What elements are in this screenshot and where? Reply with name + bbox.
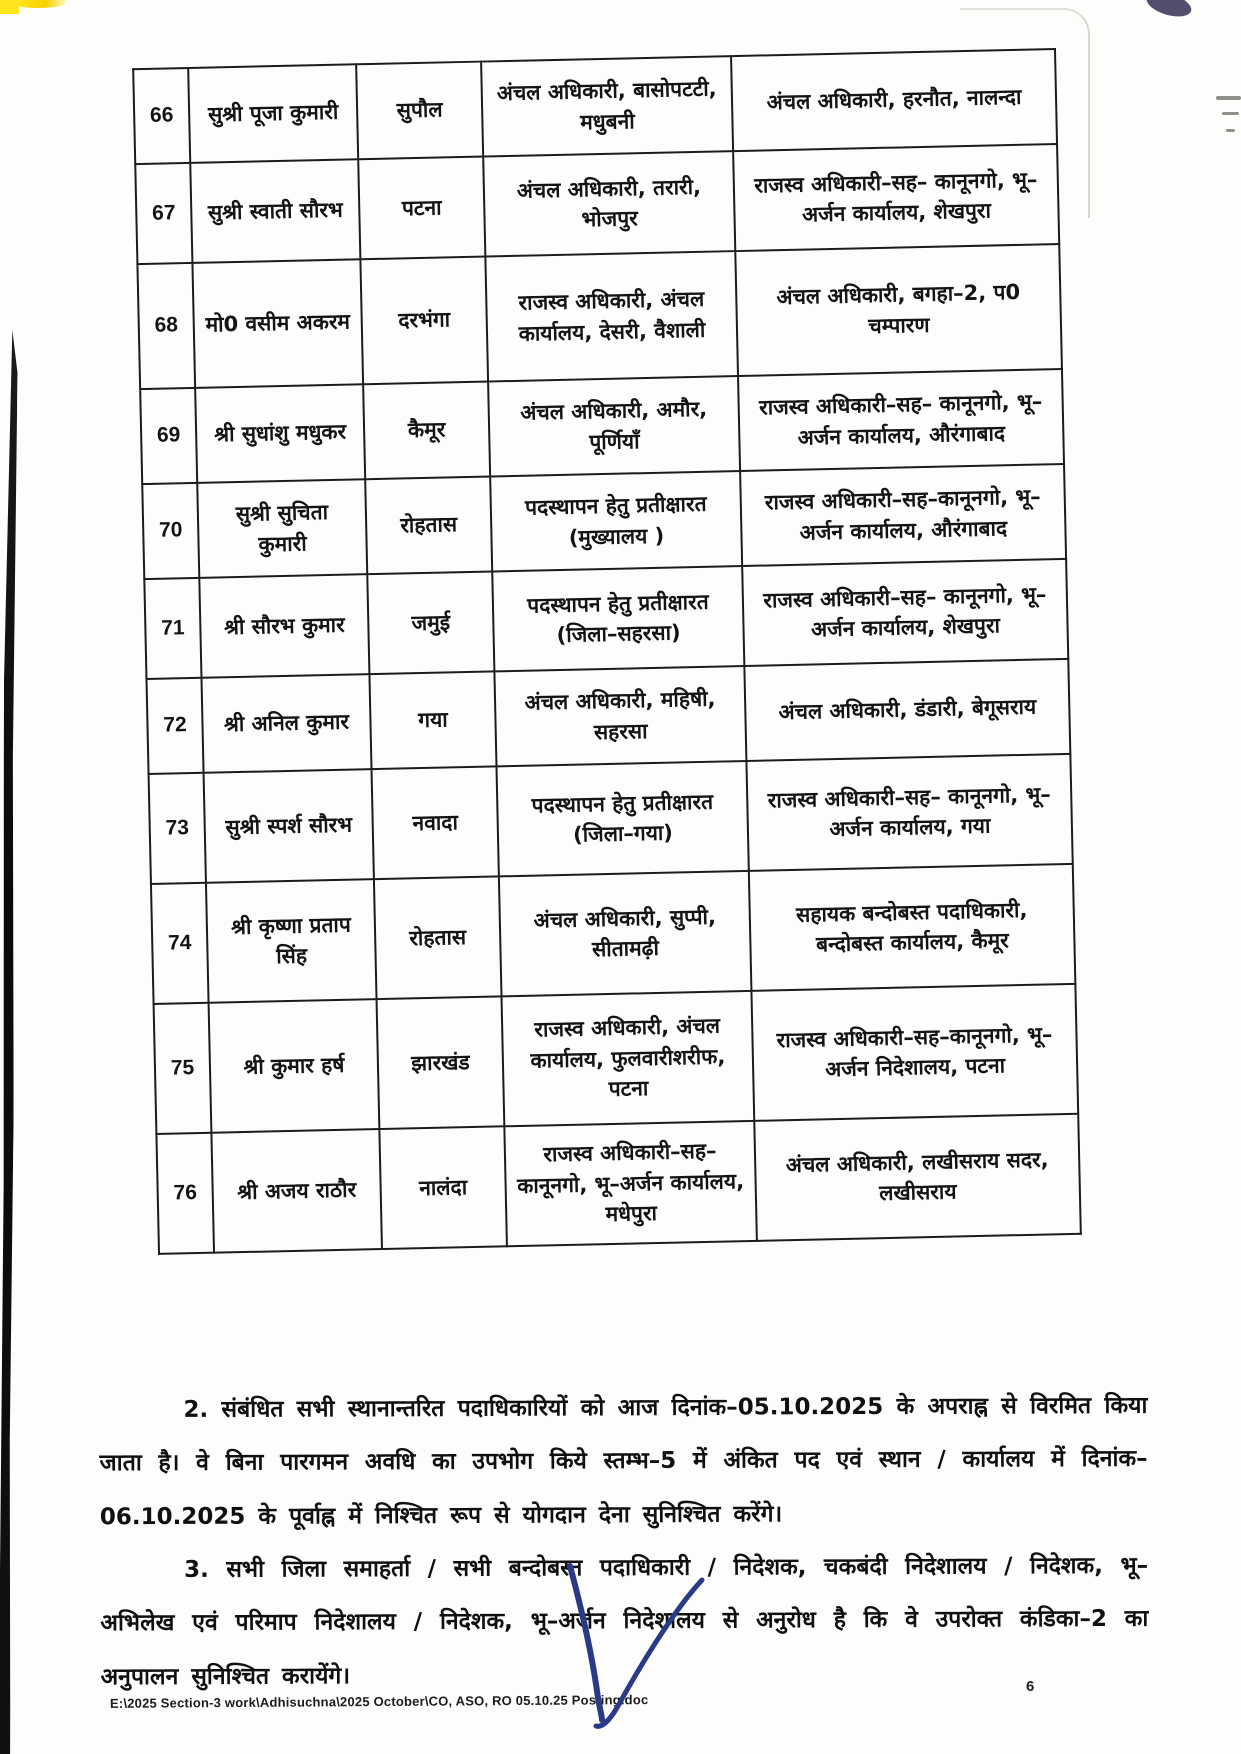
- paragraph-3: 3. सभी जिला समाहर्ता / सभी बन्दोबस्त पदाधिकारी / निदेशक, चकबंदी निदेशालय / निदेशक, भू–अभिलेख एवं परिमाप निदेशालय / निदेशक, भू–अर्जन निदेशालय से अनुरोध है कि वे उपरोक्त कंडिका–2 का अनुपालन सुनिश्चित करायेंगे।: [100, 1552, 1149, 1691]
- cell-officer-name: सुश्री पूजा कुमारी: [188, 64, 358, 163]
- cell-previous-posting: अंचल अधिकारी, अमौर, पूर्णियाँ: [488, 376, 740, 476]
- transfer-table: [132, 48, 1082, 1255]
- cell-new-posting: राजस्व अधिकारी–सह–कानूनगो, भू–अर्जन कार्यालय, औरंगाबाद: [740, 464, 1066, 566]
- cell-home-district: रोहतास: [365, 476, 492, 574]
- cell-serial-number: 75: [154, 1003, 212, 1134]
- cell-officer-name: श्री सुधांशु मधुकर: [195, 384, 365, 483]
- cell-serial-number: 73: [149, 773, 206, 884]
- cell-officer-name: श्री कुमार हर्ष: [209, 999, 380, 1133]
- cell-serial-number: 68: [137, 263, 195, 389]
- cell-serial-number: 67: [135, 163, 192, 264]
- cell-previous-posting: पदस्थापन हेतु प्रतीक्षारत (जिला–सहरसा): [492, 566, 744, 671]
- cell-home-district: रोहतास: [374, 876, 502, 999]
- cell-new-posting: अंचल अधिकारी, हरनौत, नालन्दा: [731, 49, 1057, 151]
- order-paragraphs: [99, 1380, 1148, 1705]
- paragraph-2: 2. संबंधित सभी स्थानान्तरित पदाधिकारियों को आज दिनांक–05.10.2025 के अपराह्न से विरमित किया जाता है। वे बिना पारगमन अवधि का उपभोग किये स्तम्भ–5 में अंकित पद एवं स्थान / कार्यालय में दिनांक–06.10.2025 के पूर्वाह्न में निश्चित रूप से योगदान देना सुनिश्चित करेंगे।: [99, 1392, 1148, 1531]
- cell-previous-posting: अंचल अधिकारी, बासोपटटी, मधुबनी: [481, 56, 733, 156]
- cell-officer-name: मो0 वसीम अकरम: [192, 259, 363, 388]
- cell-serial-number: 76: [156, 1133, 214, 1254]
- table-row: [156, 1114, 1080, 1254]
- cell-home-district: पटना: [358, 157, 485, 260]
- table-row: [154, 984, 1079, 1134]
- ink-blob-icon: [1144, 0, 1194, 21]
- cell-serial-number: 72: [146, 678, 203, 774]
- scan-dash-artifact: [1216, 96, 1241, 100]
- cell-home-district: दरभंगा: [360, 257, 488, 385]
- cell-previous-posting: राजस्व अधिकारी, अंचल कार्यालय, देसरी, वैशाली: [485, 251, 738, 381]
- table-row: [149, 754, 1073, 884]
- cell-new-posting: राजस्व अधिकारी–सह– कानूनगो, भू–अर्जन कार्यालय, औरंगाबाद: [738, 369, 1064, 471]
- cell-previous-posting: अंचल अधिकारी, सुप्पी, सीतामढ़ी: [499, 871, 752, 996]
- cell-previous-posting: पदस्थापन हेतु प्रतीक्षारत (मुख्यालय ): [490, 471, 742, 571]
- cell-officer-name: सुश्री सुचिता कुमारी: [197, 479, 367, 578]
- cell-home-district: झारखंड: [377, 996, 505, 1129]
- table-row: [151, 864, 1075, 1004]
- cell-serial-number: 69: [140, 388, 197, 484]
- cell-home-district: जमुई: [367, 571, 494, 674]
- cell-serial-number: 74: [151, 883, 209, 1004]
- cell-officer-name: श्री अजय राठौर: [211, 1129, 382, 1253]
- cell-officer-name: सुश्री स्पर्श सौरभ: [204, 769, 374, 883]
- scan-edge-artifact: [0, 330, 18, 1754]
- cell-officer-name: सुश्री स्वाती सौरभ: [190, 159, 360, 263]
- cell-home-district: नालंदा: [379, 1126, 507, 1249]
- cell-new-posting: अंचल अधिकारी, डंडारी, बेगूसराय: [744, 659, 1070, 761]
- cell-previous-posting: अंचल अधिकारी, तरारी, भोजपुर: [483, 151, 735, 256]
- cell-serial-number: 71: [144, 578, 201, 679]
- cell-new-posting: अंचल अधिकारी, लखीसराय सदर, लखीसराय: [754, 1114, 1081, 1241]
- cell-serial-number: 66: [133, 68, 190, 164]
- cell-previous-posting: राजस्व अधिकारी–सह– कानूनगो, भू–अर्जन कार्यालय, मधेपुरा: [504, 1121, 757, 1246]
- cell-new-posting: राजस्व अधिकारी–सह– कानूनगो, भू–अर्जन कार्यालय, शेखपुरा: [733, 144, 1059, 251]
- cell-home-district: नवादा: [372, 766, 499, 879]
- cell-new-posting: राजस्व अधिकारी–सह– कानूनगो, भू–अर्जन कार्यालय, शेखपुरा: [742, 559, 1068, 666]
- cell-home-district: सुपौल: [356, 62, 483, 160]
- cell-new-posting: राजस्व अधिकारी–सह– कानूनगो, भू–अर्जन कार्यालय, गया: [746, 754, 1072, 871]
- cell-serial-number: 70: [142, 483, 199, 579]
- cell-previous-posting: राजस्व अधिकारी, अंचल कार्यालय, फुलवारीशरीफ, पटना: [501, 991, 754, 1126]
- footer-file-path: E:\2025 Section-3 work\Adhisuchna\2025 October\CO, ASO, RO 05.10.25 Posting.doc: [109, 1692, 649, 1711]
- table-row: [137, 244, 1062, 389]
- cell-officer-name: श्री सौरभ कुमार: [199, 574, 369, 678]
- cell-officer-name: श्री कृष्णा प्रताप सिंह: [206, 879, 377, 1003]
- scan-dash-artifact: [1226, 129, 1235, 132]
- cell-previous-posting: पदस्थापन हेतु प्रतीक्षारत (जिला–गया): [496, 761, 748, 876]
- cell-new-posting: राजस्व अधिकारी–सह–कानूनगो, भू–अर्जन निदेशालय, पटना: [751, 984, 1078, 1121]
- cell-home-district: गया: [369, 671, 496, 769]
- cell-home-district: कैमूर: [363, 382, 490, 480]
- cell-new-posting: अंचल अधिकारी, बगहा–2, प0 चम्पारण: [735, 244, 1062, 376]
- scan-dash-artifact: [1222, 112, 1239, 115]
- cell-previous-posting: अंचल अधिकारी, महिषी, सहरसा: [494, 666, 746, 766]
- cell-new-posting: सहायक बन्दोबस्त पदाधिकारी, बन्दोबस्त कार्यालय, कैमूर: [749, 864, 1076, 991]
- cell-officer-name: श्री अनिल कुमार: [201, 674, 371, 773]
- transfer-table-wrap: [132, 48, 1080, 1255]
- page-number: 6: [1026, 1678, 1035, 1695]
- highlight-streak-icon: [17, 0, 65, 8]
